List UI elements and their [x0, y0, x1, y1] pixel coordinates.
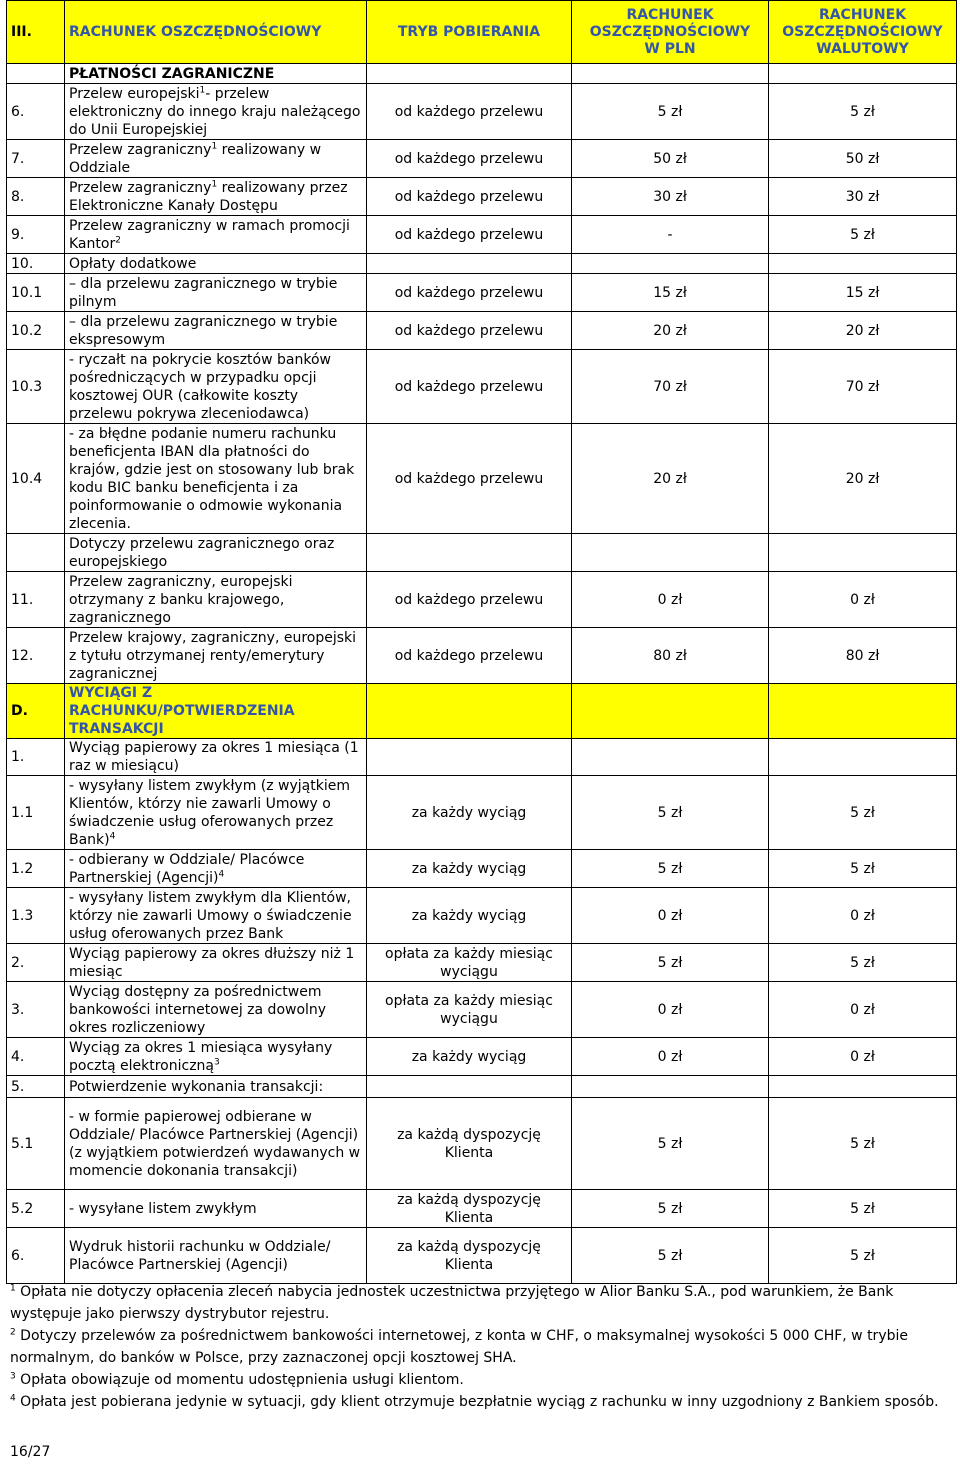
group-row — [7, 254, 957, 274]
footnote-marker: 1 — [211, 178, 218, 189]
fee-pln: 20 zł — [572, 424, 769, 534]
fee-pln: 5 zł — [572, 84, 769, 140]
row-number: 5.1 — [7, 1098, 65, 1190]
footnote-text: Opłata nie dotyczy opłacenia zleceń nabycia jednostek uczestnictwa przyjętego w Alior Banku S.A., pod warunkiem, że Bank występuje jako pierwszy dystrybutor rejestru. — [10, 1284, 894, 1322]
row-number: 1.3 — [7, 888, 65, 944]
fee-pln: - — [572, 216, 769, 254]
row-description — [65, 140, 367, 178]
fee-fx: 0 zł — [769, 982, 957, 1038]
fee-mode: od każdego przelewu — [367, 216, 572, 254]
row-number: 7. — [7, 140, 65, 178]
fee-fx: 0 zł — [769, 888, 957, 944]
footnote-marker: 3 — [214, 1056, 220, 1067]
fee-pln: 0 zł — [572, 572, 769, 628]
empty-cell — [572, 64, 769, 84]
fee-mode: za każdą dyspozycję Klienta — [367, 1190, 572, 1228]
row-description: – dla przelewu zagranicznego w trybie ekspresowym — [65, 312, 367, 350]
fee-mode: za każdą dyspozycję Klienta — [367, 1098, 572, 1190]
row-number: 10.2 — [7, 312, 65, 350]
row-description: - ryczałt na pokrycie kosztów banków pośredniczących w przypadku opcji kosztowej OUR (całkowite koszty przelewu pokrywa zleceniodawca) — [65, 350, 367, 424]
pln-header-line: W PLN — [644, 40, 696, 57]
section-title: RACHUNEK OSZCZĘDNOŚCIOWY — [65, 1, 367, 64]
row-description: Potwierdzenie wykonania transakcji: — [65, 1076, 367, 1098]
row-description: - za błędne podanie numeru rachunku beneficjenta IBAN dla płatności do krajów, gdzie jest on stosowany lub brak kodu BIC banku beneficjenta i za poinformowanie o odmowie wykonania zlecenia. — [65, 424, 367, 534]
row-description — [65, 776, 367, 850]
row-number: 10.3 — [7, 350, 65, 424]
table-row — [7, 850, 957, 888]
row-number: 5.2 — [7, 1190, 65, 1228]
fx-header-line: WALUTOWY — [816, 40, 909, 57]
description-text: realizowany przez Elektroniczne Kanały Dostępu — [69, 179, 348, 214]
fee-mode: od każdego przelewu — [367, 572, 572, 628]
empty-cell — [367, 739, 572, 776]
footnote-marker: 2 — [10, 1327, 16, 1338]
table-row — [7, 944, 957, 982]
table-row — [7, 350, 957, 424]
description-text: Wyciąg papierowy za okres dłuższy niż 1 miesiąc — [69, 945, 355, 980]
fee-mode: za każdy wyciąg — [367, 1038, 572, 1076]
fee-table-body — [7, 1, 957, 1284]
fee-mode: od każdego przelewu — [367, 84, 572, 140]
table-row — [7, 1190, 957, 1228]
table-row — [7, 776, 957, 850]
fee-fx: 5 zł — [769, 850, 957, 888]
fee-mode: opłata za każdy miesiąc wyciągu — [367, 944, 572, 982]
fee-pln: 20 zł — [572, 312, 769, 350]
empty-cell — [572, 739, 769, 776]
fee-fx: 5 zł — [769, 944, 957, 982]
table-row — [7, 534, 957, 572]
fee-fx: 0 zł — [769, 572, 957, 628]
fee-mode: za każdy wyciąg — [367, 776, 572, 850]
pln-header-line: OSZCZĘDNOŚCIOWY — [589, 23, 751, 40]
empty-cell — [769, 254, 957, 274]
footnote-marker: 4 — [10, 1393, 16, 1404]
fee-pln: 30 zł — [572, 178, 769, 216]
row-number: 1.1 — [7, 776, 65, 850]
footnote — [10, 1281, 945, 1325]
footnote — [10, 1369, 945, 1391]
fee-mode: od każdego przelewu — [367, 424, 572, 534]
section-title: WYCIĄGI Z RACHUNKU/POTWIERDZENIA TRANSAKCJI — [65, 684, 367, 739]
footnote-marker: 1 — [211, 140, 218, 151]
fee-fx: 5 zł — [769, 776, 957, 850]
description-text: Wyciąg za okres 1 miesiąca wysyłany pocztą elektroniczną — [69, 1039, 333, 1074]
table-row — [7, 1098, 957, 1190]
page-number: 16/27 — [10, 1444, 51, 1460]
empty-cell — [367, 684, 572, 739]
description-text: Przelew zagraniczny — [69, 179, 212, 196]
fx-header-line: RACHUNEK — [818, 6, 907, 23]
mode-column-header: TRYB POBIERANIA — [367, 1, 572, 64]
fee-mode: od każdego przelewu — [367, 350, 572, 424]
row-number: D. — [7, 684, 65, 739]
row-number: 1. — [7, 739, 65, 776]
fee-pln: 15 zł — [572, 274, 769, 312]
table-row — [7, 628, 957, 684]
table-row — [7, 216, 957, 254]
description-text: Przelew zagraniczny — [69, 141, 212, 158]
table-row — [7, 888, 957, 944]
fee-fx: 50 zł — [769, 140, 957, 178]
table-row — [7, 572, 957, 628]
footnote-marker: 1 — [199, 84, 206, 95]
fx-column-header — [769, 1, 957, 64]
fee-pln: 70 zł — [572, 350, 769, 424]
empty-cell — [367, 64, 572, 84]
fee-pln: 0 zł — [572, 982, 769, 1038]
footnote-marker: 4 — [109, 830, 116, 841]
fee-pln: 0 zł — [572, 1038, 769, 1076]
row-number — [7, 534, 65, 572]
row-number: 10. — [7, 254, 65, 274]
row-number: 6. — [7, 84, 65, 140]
row-description: Przelew zagraniczny, europejski otrzymany z banku krajowego, zagranicznego — [65, 572, 367, 628]
fee-pln: 5 zł — [572, 1190, 769, 1228]
row-description — [65, 944, 367, 982]
row-number: 9. — [7, 216, 65, 254]
fee-pln: 50 zł — [572, 140, 769, 178]
row-description — [65, 178, 367, 216]
row-number: 10.4 — [7, 424, 65, 534]
fee-fx: 70 zł — [769, 350, 957, 424]
row-number: 12. — [7, 628, 65, 684]
fee-table — [6, 0, 957, 1284]
footnote — [10, 1391, 945, 1413]
row-description: - w formie papierowej odbierane w Oddziale/ Placówce Partnerskiej (Agencji) (z wyjątkiem potwierdzeń wydawanych w momencie dokonania transakcji) — [65, 1098, 367, 1190]
row-description — [65, 982, 367, 1038]
row-description: – dla przelewu zagranicznego w trybie pilnym — [65, 274, 367, 312]
fee-pln: 5 zł — [572, 776, 769, 850]
footnote-marker: 4 — [218, 868, 225, 879]
fee-mode: od każdego przelewu — [367, 178, 572, 216]
group-row — [7, 739, 957, 776]
footnote-marker: 3 — [10, 1371, 16, 1382]
row-number: 2. — [7, 944, 65, 982]
empty-cell — [572, 1076, 769, 1098]
empty-cell — [572, 684, 769, 739]
fee-pln — [572, 534, 769, 572]
table-row — [7, 424, 957, 534]
pln-column-header — [572, 1, 769, 64]
fee-fx: 15 zł — [769, 274, 957, 312]
fee-fx — [769, 534, 957, 572]
empty-cell — [769, 684, 957, 739]
table-row — [7, 1228, 957, 1284]
fee-mode: od każdego przelewu — [367, 274, 572, 312]
table-row — [7, 274, 957, 312]
table-row — [7, 312, 957, 350]
description-text: - wysyłany listem zwykłym (z wyjątkiem Klientów, którzy nie zawarli Umowy o świadczenie usług oferowanych przez Bank) — [69, 777, 350, 848]
empty-cell — [769, 739, 957, 776]
row-number: 6. — [7, 1228, 65, 1284]
empty-cell — [769, 64, 957, 84]
fee-fx: 20 zł — [769, 424, 957, 534]
row-description — [65, 850, 367, 888]
fee-fx: 5 zł — [769, 1098, 957, 1190]
subsection-row — [7, 64, 957, 84]
fee-fx: 5 zł — [769, 84, 957, 140]
empty-cell — [7, 64, 65, 84]
footnotes — [10, 1281, 945, 1413]
fee-mode: za każdy wyciąg — [367, 850, 572, 888]
row-number: 4. — [7, 1038, 65, 1076]
row-description: Opłaty dodatkowe — [65, 254, 367, 274]
fee-mode: od każdego przelewu — [367, 628, 572, 684]
row-description: - wysyłane listem zwykłym — [65, 1190, 367, 1228]
table-row — [7, 1038, 957, 1076]
description-text: Wyciąg dostępny za pośrednictwem bankowości internetowej za dowolny okres rozliczeniowy — [69, 983, 327, 1036]
empty-cell — [367, 254, 572, 274]
row-description: Dotyczy przelewu zagranicznego oraz europejskiego — [65, 534, 367, 572]
fee-pln: 5 zł — [572, 1098, 769, 1190]
description-text: - wysyłany listem zwykłym dla Klientów, którzy nie zawarli Umowy o świadczenie usług oferowanych przez Bank — [69, 889, 352, 942]
empty-cell — [769, 1076, 957, 1098]
fee-fx: 5 zł — [769, 216, 957, 254]
row-number: 8. — [7, 178, 65, 216]
table-row — [7, 84, 957, 140]
row-number: 3. — [7, 982, 65, 1038]
table-row — [7, 140, 957, 178]
row-description — [65, 888, 367, 944]
fee-mode — [367, 534, 572, 572]
fee-fx: 5 zł — [769, 1190, 957, 1228]
row-description — [65, 216, 367, 254]
fee-pln: 5 zł — [572, 1228, 769, 1284]
footnote-text: Dotyczy przelewów za pośrednictwem bankowości internetowej, z konta w CHF, o maksymalnej wysokości 5 000 CHF, w trybie normalnym, do banków w Polsce, przy zaznaczonej opcji kosztowej SHA. — [10, 1328, 908, 1366]
row-description — [65, 84, 367, 140]
row-number: 5. — [7, 1076, 65, 1098]
description-text: Przelew zagraniczny w ramach promocji Kantor — [69, 217, 350, 252]
section-number: III. — [7, 1, 65, 64]
description-text: - odbierany w Oddziale/ Placówce Partnerskiej (Agencji) — [69, 851, 305, 886]
fee-mode: opłata za każdy miesiąc wyciągu — [367, 982, 572, 1038]
footnote — [10, 1325, 945, 1369]
footnote-marker: 2 — [115, 234, 121, 245]
description-text: realizowany w Oddziale — [69, 141, 322, 176]
footnote-text: Opłata jest pobierana jedynie w sytuacji, gdy klient otrzymuje bezpłatnie wyciąg z rachunku w inny uzgodniony z Bankiem sposób. — [15, 1394, 939, 1410]
fee-mode: za każdą dyspozycję Klienta — [367, 1228, 572, 1284]
empty-cell — [572, 254, 769, 274]
pln-header-line: RACHUNEK — [626, 6, 714, 23]
section-row — [7, 684, 957, 739]
row-description: Wydruk historii rachunku w Oddziale/ Placówce Partnerskiej (Agencji) — [65, 1228, 367, 1284]
description-text: - przelew elektroniczny do innego kraju należącego do Unii Europejskiej — [69, 85, 361, 138]
table-row — [7, 982, 957, 1038]
description-text: Przelew europejski — [69, 85, 200, 102]
subsection-title: PŁATNOŚCI ZAGRANICZNE — [65, 64, 367, 84]
fee-fx: 5 zł — [769, 1228, 957, 1284]
group-row — [7, 1076, 957, 1098]
empty-cell — [367, 1076, 572, 1098]
fee-fx: 80 zł — [769, 628, 957, 684]
row-description — [65, 1038, 367, 1076]
row-description: Przelew krajowy, zagraniczny, europejski z tytułu otrzymanej renty/emerytury zagranicznej — [65, 628, 367, 684]
fee-pln: 5 zł — [572, 944, 769, 982]
footnote-text: Opłata obowiązuje od momentu udostępnienia usługi klientom. — [15, 1372, 464, 1388]
fee-mode: od każdego przelewu — [367, 140, 572, 178]
fee-pln: 0 zł — [572, 888, 769, 944]
row-number: 1.2 — [7, 850, 65, 888]
fx-header-line: OSZCZĘDNOŚCIOWY — [782, 23, 943, 40]
fee-mode: za każdy wyciąg — [367, 888, 572, 944]
table-row — [7, 178, 957, 216]
fee-fx: 30 zł — [769, 178, 957, 216]
row-number: 11. — [7, 572, 65, 628]
fee-fx: 0 zł — [769, 1038, 957, 1076]
row-description: Wyciąg papierowy za okres 1 miesiąca (1 raz w miesiącu) — [65, 739, 367, 776]
fee-pln: 5 zł — [572, 850, 769, 888]
footnote-marker: 1 — [10, 1283, 16, 1294]
fee-fx: 20 zł — [769, 312, 957, 350]
fee-mode: od każdego przelewu — [367, 312, 572, 350]
table-header-row — [7, 1, 957, 64]
fee-pln: 80 zł — [572, 628, 769, 684]
row-number: 10.1 — [7, 274, 65, 312]
